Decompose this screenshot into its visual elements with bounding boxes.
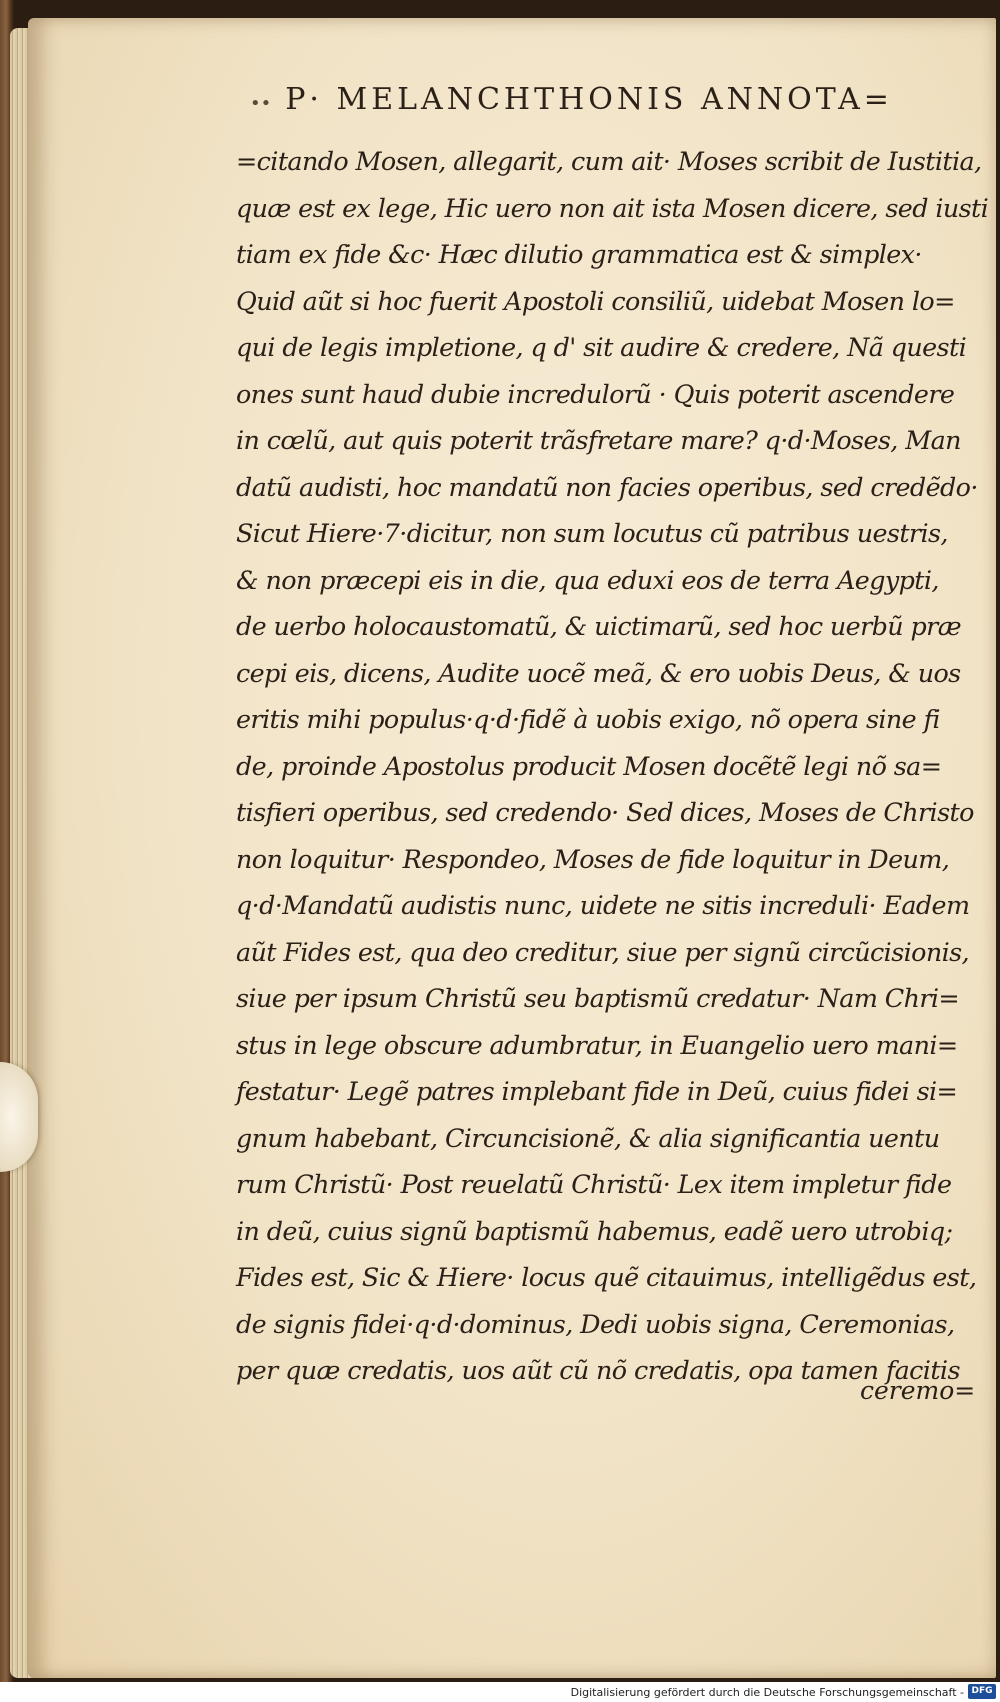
text-line: Fides est, Sic & Hiere· locus quẽ citauimus, intelligẽdus est, (236, 1262, 977, 1292)
digitization-credit: Digitalisierung gefördert durch die Deutsche Forschungsgemeinschaft - (570, 1686, 964, 1699)
text-line: =citando Mosen, allegarit, cum ait· Moses scribit de Iustitia, (236, 146, 982, 176)
text-line: cepi eis, dicens, Audite uocẽ meã, & ero uobis Deus, & uos (236, 657, 961, 688)
text-line: q·d·Mandatũ audistis nunc, uidete ne sitis increduli· Eadem (236, 890, 970, 920)
text-line: siue per ipsum Christũ seu baptismũ credatur· Nam Chri= (236, 983, 960, 1013)
text-line: in cœlũ, aut quis poterit trãsfretare mare? q·d·Moses, Man (236, 425, 961, 455)
text-line: festatur· Legẽ patres implebant fide in Deũ, cuius fidei si= (236, 1076, 958, 1106)
text-line: eritis mihi populus·q·d·fidẽ à uobis exigo, nõ opera sine fi (236, 704, 940, 734)
header-title: P· MELANCHTHONIS ANNOTA= (285, 82, 893, 117)
text-line: de signis fidei·q·d·dominus, Dedi uobis signa, Ceremonias, (236, 1308, 955, 1339)
text-line: de uerbo holocaustomatũ, & uictimarũ, sed hoc uerbũ præ (236, 611, 961, 641)
text-line: per quæ credatis, uos aũt cũ nõ credatis, opa tamen facitis (236, 1355, 960, 1385)
text-line: & non præcepi eis in die, qua eduxi eos de terra Aegypti, (236, 564, 939, 595)
text-line: Sicut Hiere·7·dicitur, non sum locutus cũ patribus uestris, (236, 518, 948, 548)
text-line: tisfieri operibus, sed credendo· Sed dices, Moses de Christo (236, 797, 974, 827)
text-line: datũ audisti, hoc mandatũ non facies operibus, sed credẽdo· (236, 471, 978, 502)
catchword: ceremo= (860, 1376, 976, 1405)
text-block (236, 138, 989, 1394)
text-line: quæ est ex lege, Hic uero non ait ista Mosen dicere, sed iusti (236, 192, 989, 223)
text-line: tiam ex fide &c· Hæc dilutio grammatica est & simplex· (236, 239, 922, 269)
text-line: gnum habebant, Circuncisionẽ, & alia significantia uentu (236, 1122, 940, 1153)
text-line: Quid aũt si hoc fuerit Apostoli consiliũ, uidebat Mosen lo= (236, 285, 955, 316)
text-line: rum Christũ· Post reuelatũ Christũ· Lex item impletur fide (236, 1169, 952, 1199)
running-header (250, 82, 940, 117)
text-line: ones sunt haud dubie incredulorũ · Quis poterit ascendere (236, 378, 955, 409)
text-line: non loquitur· Respondeo, Moses de fide loquitur in Deum, (236, 843, 950, 874)
dfg-logo: DFG (968, 1684, 996, 1699)
text-line: in deũ, cuius signũ baptismũ habemus, eadẽ uero utrobiq; (236, 1215, 953, 1246)
text-line: stus in lege obscure adumbratur, in Euangelio uero mani= (236, 1029, 958, 1060)
text-line: qui de legis impletione, q d' sit audire & credere, Nã questi (236, 332, 967, 362)
text-line: aũt Fides est, qua deo creditur, siue per signũ circũcisionis, (236, 936, 970, 967)
text-line: de, proinde Apostolus producit Mosen docẽtẽ legi nõ sa= (236, 750, 942, 781)
header-ornament: •• (250, 93, 272, 114)
